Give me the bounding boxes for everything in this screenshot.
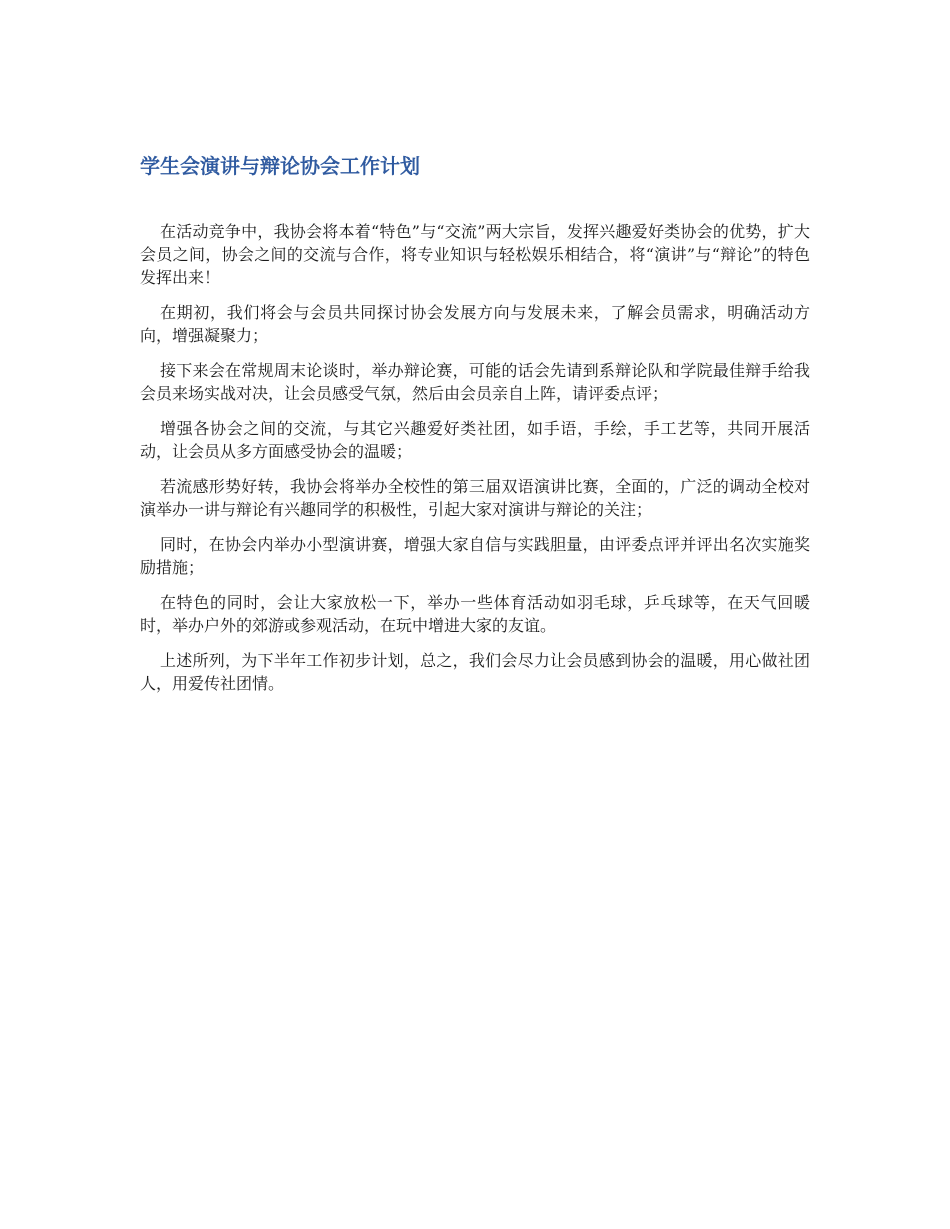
paragraph: 在期初，我们将会与会员共同探讨协会发展方向与发展未来，了解会员需求，明确活动方向，增强凝聚力； — [140, 303, 810, 345]
paragraph: 上述所列，为下半年工作初步计划，总之，我们会尽力让会员感到协会的温暖，用心做社团人，用爱传社团情。 — [140, 651, 810, 693]
paragraph: 接下来会在常规周末论谈时，举办辩论赛，可能的话会先请到系辩论队和学院最佳辩手给我会员来场实战对决，让会员感受气氛，然后由会员亲自上阵，请评委点评； — [140, 361, 810, 403]
paragraph: 同时，在协会内举办小型演讲赛，增强大家自信与实践胆量，由评委点评并评出名次实施奖励措施； — [140, 535, 810, 577]
paragraph: 在活动竞争中，我协会将本着“特色”与“交流”两大宗旨，发挥兴趣爱好类协会的优势，扩大会员之间，协会之间的交流与合作，将专业知识与轻松娱乐相结合，将“演讲”与“辩论”的特色发挥出来！ — [140, 222, 810, 287]
document-content — [140, 148, 810, 707]
paragraph: 增强各协会之间的交流，与其它兴趣爱好类社团，如手语，手绘，手工艺等，共同开展活动，让会员从多方面感受协会的温暖； — [140, 419, 810, 461]
paragraph: 在特色的同时，会让大家放松一下，举办一些体育活动如羽毛球，乒乓球等，在天气回暖时，举办户外的郊游或参观活动，在玩中增进大家的友谊。 — [140, 593, 810, 635]
document-title: 学生会演讲与辩论协会工作计划 — [140, 154, 420, 178]
document-body — [140, 220, 810, 695]
paragraph: 若流感形势好转，我协会将举办全校性的第三届双语演讲比赛，全面的，广泛的调动全校对演举办一讲与辩论有兴趣同学的积极性，引起大家对演讲与辩论的关注； — [140, 477, 810, 519]
